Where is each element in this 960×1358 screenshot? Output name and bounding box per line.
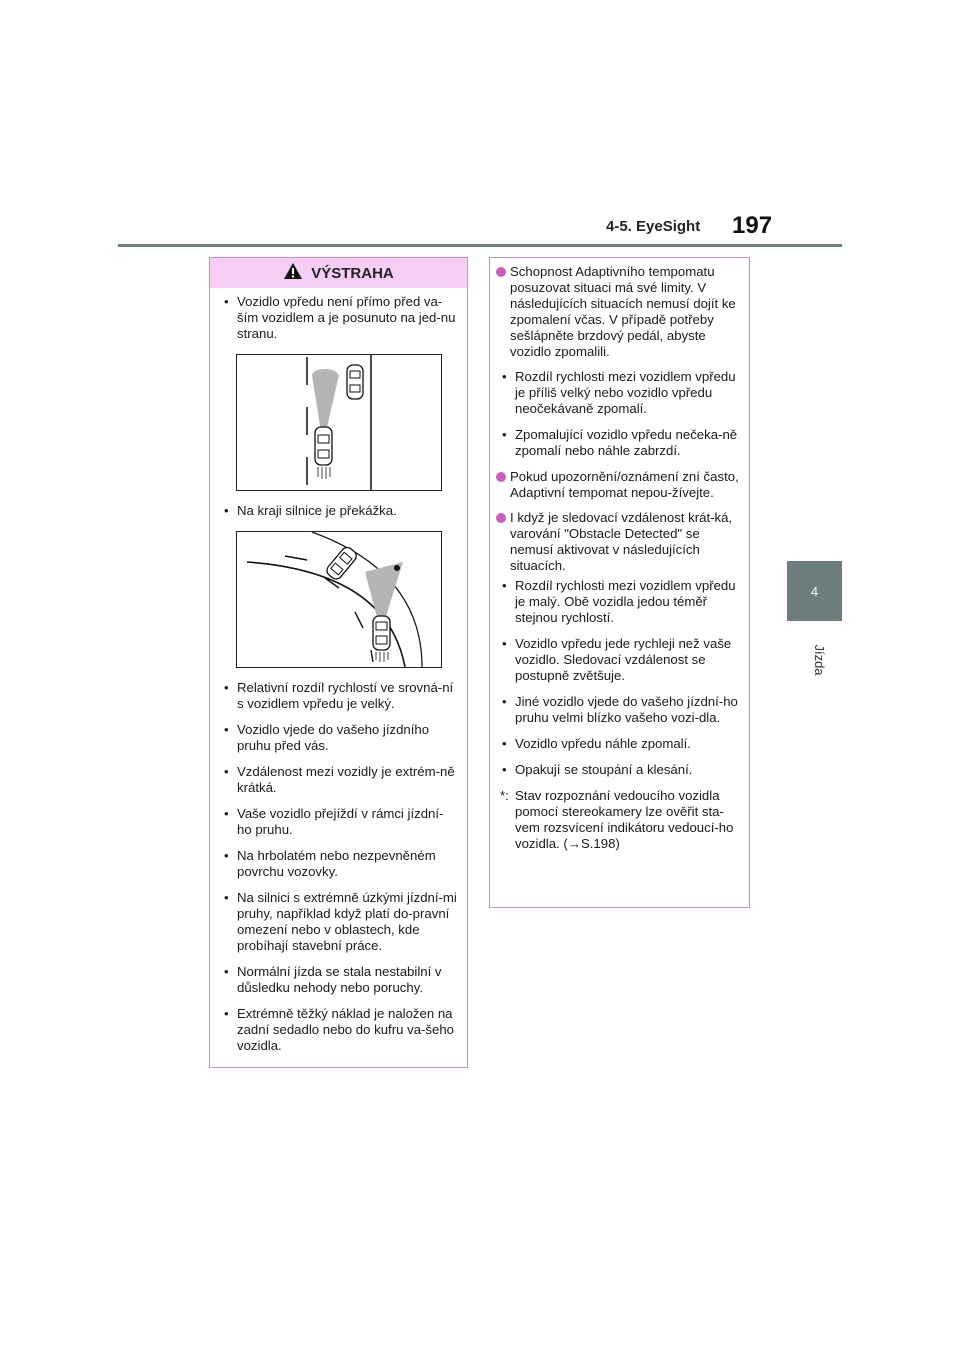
footnote bbox=[496, 788, 739, 852]
info-item: • Rozdíl rychlosti mezi vozidlem vpředu je malý. Obě vozidla jedou téměř stejnou rychlostí. bbox=[500, 578, 739, 626]
page-number: 197 bbox=[732, 212, 773, 239]
bullet-dot-icon bbox=[496, 267, 506, 277]
warning-item: • Na hrbolatém nebo nezpevněném povrchu vozovky. bbox=[222, 848, 457, 880]
warning-item: • Vaše vozidlo přejíždí v rámci jízdní-ho pruhu. bbox=[222, 806, 457, 838]
info-paragraph bbox=[496, 510, 739, 574]
info-item: • Opakují se stoupání a klesání. bbox=[500, 762, 739, 778]
info-item: • Vozidlo vpředu jede rychleji než vaše vozidlo. Sledovací vzdálenost se postupně zvětšuje. bbox=[500, 636, 739, 684]
warning-item: • Relativní rozdíl rychlostí ve srovná-ní s vozidlem vpředu je velký. bbox=[222, 680, 457, 712]
header-divider bbox=[118, 244, 842, 247]
footnote-mark: *: bbox=[500, 788, 509, 803]
info-paragraph bbox=[496, 264, 739, 360]
warning-item: • Na kraji silnice je překážka. bbox=[222, 503, 457, 519]
bullet-dot-icon bbox=[496, 472, 506, 482]
bullet-dot-icon bbox=[496, 513, 506, 523]
info-item: • Vozidlo vpředu náhle zpomalí. bbox=[500, 736, 739, 752]
footnote-text: Stav rozpoznání vedoucího vozidla pomocí stereokamery lze ověřit sta-vem rozsvícení indikátoru vedoucí-ho vozidla. (→S.198) bbox=[515, 788, 734, 851]
section-title: 4-5. EyeSight bbox=[606, 218, 701, 235]
warning-triangle-icon bbox=[283, 262, 303, 284]
info-paragraph-text: Pokud upozornění/oznámení zní často, Adaptivní tempomat nepou-žívejte. bbox=[510, 469, 739, 500]
info-item: • Zpomalující vozidlo vpředu nečeka-ně zpomalí nebo náhle zabrzdí. bbox=[500, 427, 739, 459]
warning-item: • Extrémně těžký náklad je naložen na zadní sedadlo nebo do kufru va-šeho vozidla. bbox=[222, 1006, 457, 1054]
warning-header bbox=[210, 258, 467, 288]
chapter-number: 4 bbox=[810, 583, 819, 599]
info-item: • Rozdíl rychlosti mezi vozidlem vpředu je příliš velký nebo vozidlo vpředu neočekávaně zpomalí. bbox=[500, 369, 739, 417]
warning-item: • Vzdálenost mezi vozidly je extrém-ně krátká. bbox=[222, 764, 457, 796]
warning-item: • Normální jízda se stala nestabilní v důsledku nehody nebo poruchy. bbox=[222, 964, 457, 996]
warning-title: VÝSTRAHA bbox=[311, 264, 394, 282]
warning-item: • Vozidlo vpředu není přímo před va-ším vozidlem a je posunuto na jed-nu stranu. bbox=[222, 294, 457, 342]
warning-item: • Vozidlo vjede do vašeho jízdního pruhu před vás. bbox=[222, 722, 457, 754]
info-box bbox=[489, 257, 750, 908]
info-item: • Jiné vozidlo vjede do vašeho jízdní-ho pruhu velmi blízko vašeho vozi-dla. bbox=[500, 694, 739, 726]
info-paragraph-text: I když je sledovací vzdálenost krát-ká, varování "Obstacle Detected" se nemusí aktivovat v následujících situacích. bbox=[510, 510, 733, 573]
chapter-label: Jízda bbox=[812, 644, 827, 676]
info-paragraph-text: Schopnost Adaptivního tempomatu posuzovat situaci má své limity. V následujících situacích nemusí dojít ke zpomalení včas. V případě potřeby sešlápněte brzdový pedál, abyste vozidlo zpomalili. bbox=[510, 264, 736, 359]
offset-vehicle-illustration bbox=[236, 354, 442, 491]
info-paragraph bbox=[496, 469, 739, 501]
chapter-tab[interactable] bbox=[787, 561, 842, 621]
curve-obstacle-illustration bbox=[236, 531, 442, 668]
warning-box bbox=[209, 257, 468, 1068]
warning-item: • Na silnici s extrémně úzkými jízdní-mi pruhy, například když platí do-pravní omezení nebo v oblastech, kde probíhají stavební práce. bbox=[222, 890, 457, 954]
